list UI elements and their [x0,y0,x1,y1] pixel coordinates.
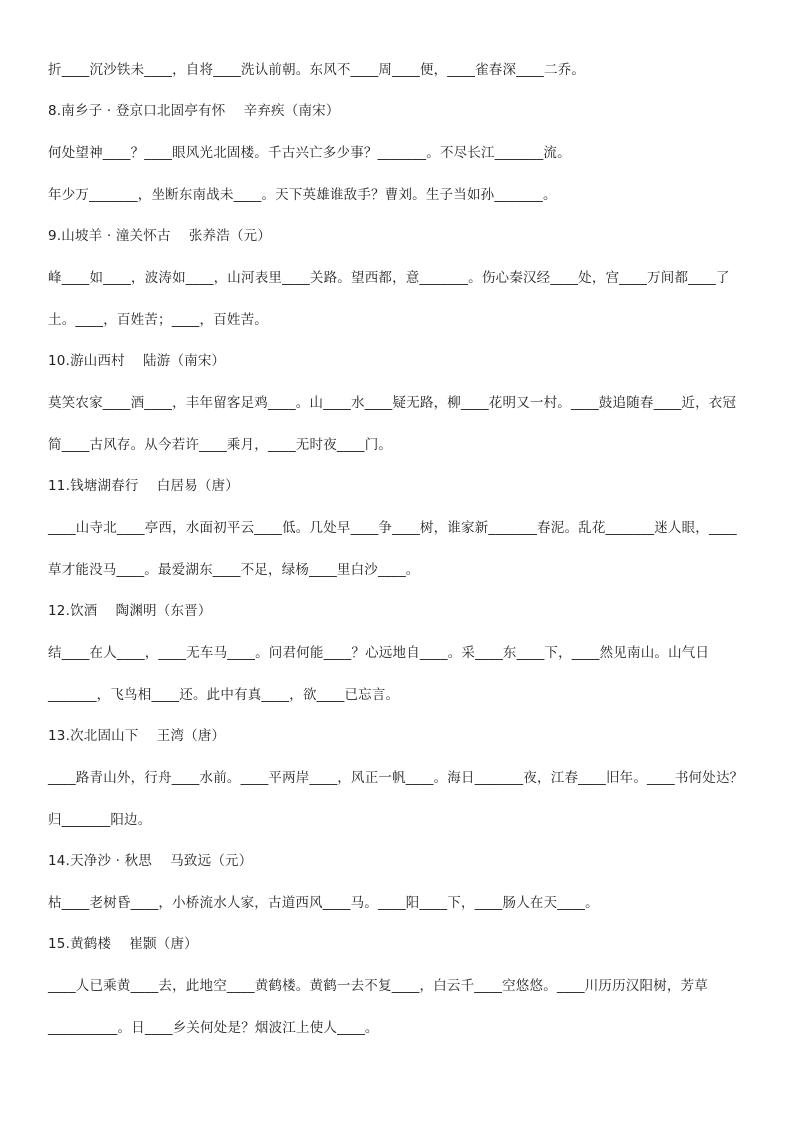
poem-10-line-1: 莫笑农家____酒____，丰年留客足鸡____。山____水____疑无路，柳____花明又一村。____鼓追随春____近，衣冠 [48,395,737,411]
poem-12-line-1: 结____在人____，____无车马____。问君何能____？心远地自____。采____东____下，____然见南山。山气日 [48,645,710,661]
poem-15-line-2: __________。日____乡关何处是？烟波江上使人____。 [48,1020,379,1036]
poem-8-title: 8.南乡子 · 登京口北固亭有怀 辛弃疾（南宋） [48,103,340,119]
poem-10-line-2: 简____古风存。从今若许____乘月，____无时夜____门。 [48,437,393,453]
poem-13-title: 13.次北固山下 王湾（唐） [48,728,226,744]
poem-9-line-1: 峰____如____，波涛如____，山河表里____关路。望西都，意_______。伤心秦汉经____处，宫____万间都____了 [48,270,730,286]
poem-14-line-1: 枯____老树昏____，小桥流水人家，古道西风____马。____阳____下，____肠人在天____。 [48,895,599,911]
poem-10-title: 10.游山西村 陆游（南宋） [48,353,226,369]
poem-7-line-2: 折____沉沙铁未____，自将____洗认前朝。东风不____周____便，____雀春深____二乔。 [48,62,586,78]
poem-11-line-2: 草才能没马____。最爱湖东____不足，绿杨____里白沙____。 [48,562,420,578]
poem-8-line-2: 年少万_______，坐断东南战未____。天下英雄谁敌手？曹刘。生子当如孙_______。 [48,187,557,203]
poem-12-title: 12.饮酒 陶渊明（东晋） [48,603,212,619]
poem-15-title: 15.黄鹤楼 崔颢（唐） [48,936,198,952]
poem-12-line-2: _______，飞鸟相____还。此中有真____，欲____已忘言。 [48,687,400,703]
poem-13-line-2: 归_______阳边。 [48,812,152,828]
poem-8-line-1: 何处望神____？____眼风光北固楼。千古兴亡多少事？_______。不尽长江_______流。 [48,145,571,161]
poem-9-title: 9.山坡羊 · 潼关怀古 张养浩（元） [48,228,272,244]
poem-14-title: 14.天净沙 · 秋思 马致远（元） [48,853,253,869]
poem-15-line-1: ____人已乘黄____去，此地空____黄鹤楼。黄鹤一去不复____，白云千____空悠悠。____川历历汉阳树，芳草 [48,978,708,994]
poem-11-title: 11.钱塘湖春行 白居易（唐） [48,478,239,494]
poem-13-line-1: ____路青山外，行舟____水前。____平两岸____，风正一帆____。海日_______夜，江春____旧年。____书何处达？ [48,770,744,786]
poem-9-line-2: 土。____，百姓苦；____，百姓苦。 [48,312,268,328]
poem-11-line-1: ____山寺北____亭西，水面初平云____低。几处早____争____树，谁家新_______春泥。乱花_______迷人眼，____ [48,520,737,536]
